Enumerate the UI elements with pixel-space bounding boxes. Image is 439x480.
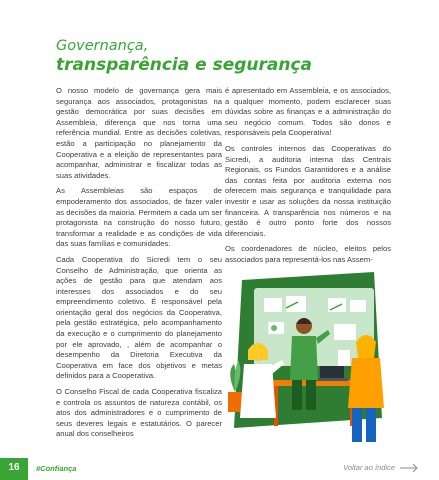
footer bbox=[0, 458, 439, 480]
paragraph: Os coordenadores de núcleo, eleitos pelos associados para representá-los nas Assem- bbox=[225, 244, 391, 264]
arrow-right-icon[interactable] bbox=[399, 463, 419, 473]
footer-brand: #Confiança bbox=[36, 464, 77, 473]
title-line-1: Governança, bbox=[56, 38, 149, 54]
meeting-illustration bbox=[224, 268, 392, 446]
right-column bbox=[225, 86, 391, 271]
paragraph: As Assembleias são espaços de empoderamento dos associados, de fazer valer as decisões da maioria. Permitem a cada um ser protagonista na construção do nosso futuro, transformar a realidade e as condições de vida das suas famílias e comunidades. bbox=[56, 186, 222, 249]
paragraph: O nosso modelo de governança gera mais segurança aos associados, protagonistas na gestão democrática por suas decisões em Assembleia, diferença que nos torna uma referência mundial. Entre as decisões coletivas, estão a participação no planejamento da Cooperativa e a eleição de representantes para acompanhar, administrar e fiscalizar todas as suas atividades. bbox=[56, 86, 222, 180]
left-column bbox=[56, 86, 222, 445]
page-number-box bbox=[0, 458, 28, 480]
page-number: 16 bbox=[8, 462, 20, 473]
page-title bbox=[56, 38, 386, 75]
paragraph: O Conselho Fiscal de cada Cooperativa fiscaliza e controla os assuntos de natureza contábil, os atos dos administradores e o cumprimento de seus deveres legais e estatutários. O parecer anual dos conselheiros bbox=[56, 387, 222, 439]
paragraph: Os controles internos das Cooperativas do Sicredi, a auditoria interna das Centrais Regionais, os Fundos Garantidores e a análise das contas feita por auditoria externa nos oferecem mais segurança e tranquilidade para investir e usar as soluções da nossa instituição financeira. A transparência nos números e na gestão é outro ponto forte dos nossos diferenciais. bbox=[225, 143, 391, 238]
title-line-2: transparência e segurança bbox=[56, 55, 313, 75]
paragraph: é apresentado em Assembleia, e os associados, a qualquer momento, podem esclarecer suas dúvidas sobre as finanças e a administração do seu negócio comum. Todos são donos e responsáveis pela Cooperativa! bbox=[225, 86, 391, 138]
paragraph: Cada Cooperativa do Sicredi tem o seu Conselho de Administração, que orienta as ações de gestão para que atendam aos interesses dos associados e do seu empreendimento coletivo. É responsável pela orientação geral dos negócios da Cooperativa, pela gestão estratégica, pelo acompanhamento da execução e o cumprimento do planejamento por ele aprovado, , além de acompanhar o desempenho da Diretoria Executiva da Cooperativa em face dos objetivos e metas definidos para a Cooperativa. bbox=[56, 254, 222, 381]
back-to-index-link[interactable]: Voltar ao índice bbox=[343, 463, 395, 472]
